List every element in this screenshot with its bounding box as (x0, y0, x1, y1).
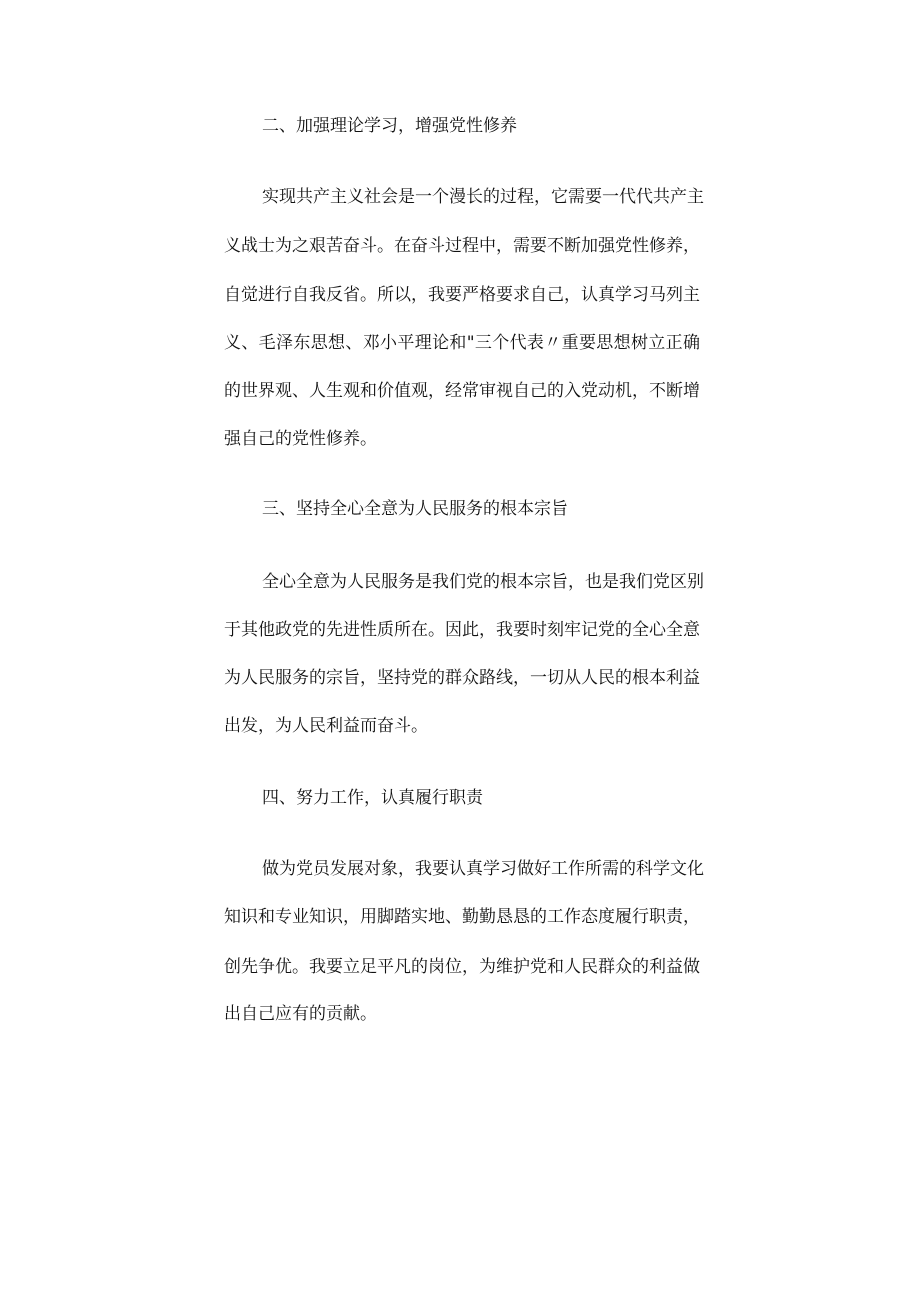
paragraph-line: 自觉进行自我反省。所以，我要严格要求自己，认真学习马列主 (224, 285, 700, 305)
paragraph-line: 创先争优。我要立足平凡的岗位，为维护党和人民群众的利益做 (224, 957, 700, 977)
paragraph-line: 做为党员发展对象，我要认真学习做好工作所需的科学文化 (262, 859, 704, 879)
paragraph-line: 义、毛泽东思想、邓小平理论和"三个代表〃重要思想树立正确 (224, 333, 700, 353)
paragraph-line: 的世界观、人生观和价值观，经常审视自己的入党动机，不断增 (224, 381, 700, 401)
paragraph-line: 于其他政党的先进性质所在。因此，我要时刻牢记党的全心全意 (224, 620, 700, 640)
section-heading: 二、加强理论学习，增强党性修养 (262, 116, 517, 136)
paragraph-line: 全心全意为人民服务是我们党的根本宗旨，也是我们党区别 (262, 572, 704, 592)
paragraph-line: 实现共产主义社会是一个漫长的过程，它需要一代代共产主 (262, 187, 704, 207)
paragraph-line: 强自己的党性修养。 (224, 429, 377, 449)
section-heading: 三、坚持全心全意为人民服务的根本宗旨 (262, 499, 568, 519)
paragraph-line: 义战士为之艰苦奋斗。在奋斗过程中，需要不断加强党性修养， (224, 236, 700, 256)
paragraph-line: 出自己应有的贡献。 (224, 1004, 377, 1024)
paragraph-line: 知识和专业知识，用脚踏实地、勤勤恳恳的工作态度履行职责， (224, 907, 700, 927)
paragraph-line: 为人民服务的宗旨，坚持党的群众路线，一切从人民的根本利益 (224, 668, 700, 688)
paragraph-line: 出发，为人民利益而奋斗。 (224, 716, 428, 736)
section-heading: 四、努力工作，认真履行职责 (262, 788, 483, 808)
